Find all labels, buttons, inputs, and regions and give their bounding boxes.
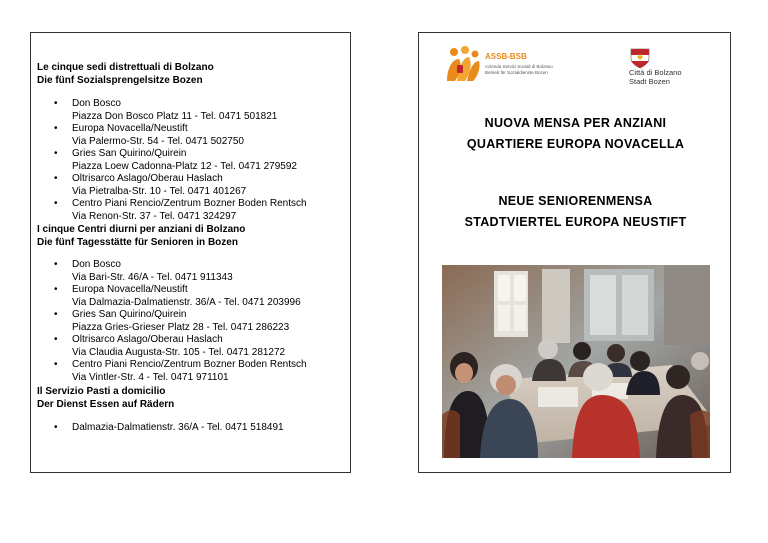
item-address: Via Vintler-Str. 4 - Tel. 0471 971101 bbox=[72, 371, 229, 383]
city-coat-of-arms-icon bbox=[629, 47, 651, 69]
item-address: Via Dalmazia-Dalmatienstr. 36/A - Tel. 0471 203996 bbox=[72, 296, 301, 308]
assb-name: ASSB-BSB bbox=[485, 52, 527, 61]
assb-sub-de: Betrieb für Sozialdienste Bozen bbox=[485, 69, 548, 75]
item-address: Via Palermo-Str. 54 - Tel. 0471 502750 bbox=[72, 135, 244, 147]
section-title-it: I cinque Centri diurni per anziani di Bolzano bbox=[37, 224, 246, 235]
list-item bbox=[37, 98, 342, 123]
list-item bbox=[37, 359, 342, 384]
item-address: Via Renon-Str. 37 - Tel. 0471 324297 bbox=[72, 210, 237, 222]
item-name: • Oltrisarco Aslago/Oberau Haslach bbox=[72, 173, 223, 184]
city-of-bolzano-logo bbox=[615, 47, 695, 91]
item-address: Piazza Loew Cadonna-Platz 12 - Tel. 0471 279592 bbox=[72, 160, 297, 172]
item-name: • Centro Piani Rencio/Zentrum Bozner Boden Rentsch bbox=[72, 198, 307, 209]
section-title-it: Il Servizio Pasti a domicilio bbox=[37, 386, 166, 397]
item-address: Via Pietralba-Str. 10 - Tel. 0471 401267 bbox=[72, 185, 247, 197]
item-address: Piazza Don Bosco Platz 11 - Tel. 0471 501821 bbox=[72, 110, 278, 122]
cover-panel-right bbox=[418, 32, 731, 473]
headline-line: NUOVA MENSA PER ANZIANI bbox=[484, 116, 667, 130]
item-address: Via Claudia Augusta-Str. 105 - Tel. 0471 281272 bbox=[72, 346, 286, 358]
seniors-dining-photo bbox=[442, 265, 710, 458]
list-item bbox=[37, 259, 342, 284]
info-panel-left bbox=[30, 32, 351, 473]
item-name: • Oltrisarco Aslago/Oberau Haslach bbox=[72, 334, 223, 345]
section-title-it: Le cinque sedi distrettuali di Bolzano bbox=[37, 62, 214, 73]
meals-service-list bbox=[37, 422, 342, 435]
list-item bbox=[37, 284, 342, 309]
list-item bbox=[37, 148, 342, 173]
section-meals-title bbox=[37, 385, 342, 411]
list-item bbox=[37, 309, 342, 334]
headline-line: NEUE SENIORENMENSA bbox=[498, 194, 653, 208]
section-title-de: Die fünf Sozialsprengelsitze Bozen bbox=[37, 75, 203, 86]
section-title-de: Der Dienst Essen auf Rädern bbox=[37, 399, 175, 410]
assb-figures-icon bbox=[445, 45, 483, 85]
assb-bsb-logo bbox=[445, 45, 575, 89]
headline-italian bbox=[419, 113, 732, 155]
section-title-de: Die fünf Tagesstätte für Senioren in Bozen bbox=[37, 237, 238, 248]
list-item bbox=[37, 123, 342, 148]
item-name: • Don Bosco bbox=[72, 98, 121, 109]
list-item bbox=[37, 198, 342, 223]
item-name: • Don Bosco bbox=[72, 259, 121, 270]
item-name: • Europa Novacella/Neustift bbox=[72, 284, 188, 295]
section-day-centers-title bbox=[37, 223, 342, 249]
item-name: • Europa Novacella/Neustift bbox=[72, 123, 188, 134]
assb-sub-it: Azienda Servizi Sociali di Bolzano bbox=[485, 64, 553, 69]
city-name bbox=[629, 69, 682, 86]
headline-line: QUARTIERE EUROPA NOVACELLA bbox=[466, 137, 685, 151]
item-address: Piazza Gries-Grieser Platz 28 - Tel. 0471 286223 bbox=[72, 321, 290, 333]
city-name-de: Stadt Bozen bbox=[629, 76, 670, 86]
item-name: • Gries San Quirino/Quirein bbox=[72, 148, 187, 159]
city-name-it: Città di Bolzano bbox=[629, 68, 682, 77]
district-offices-list bbox=[37, 98, 342, 223]
section-district-offices-title bbox=[37, 61, 342, 87]
list-item bbox=[37, 334, 342, 359]
headline-german bbox=[419, 191, 732, 233]
item-name: • Dalmazia-Dalmatienstr. 36/A - Tel. 0471 518491 bbox=[72, 422, 284, 433]
list-item bbox=[37, 422, 342, 435]
item-address: Via Bari-Str. 46/A - Tel. 0471 911343 bbox=[72, 271, 233, 283]
list-item bbox=[37, 173, 342, 198]
headline-line: STADTVIERTEL EUROPA NEUSTIFT bbox=[464, 215, 687, 229]
day-centers-list bbox=[37, 259, 342, 384]
assb-subtitle bbox=[485, 64, 553, 75]
item-name: • Centro Piani Rencio/Zentrum Bozner Boden Rentsch bbox=[72, 359, 307, 370]
item-name: • Gries San Quirino/Quirein bbox=[72, 309, 187, 320]
